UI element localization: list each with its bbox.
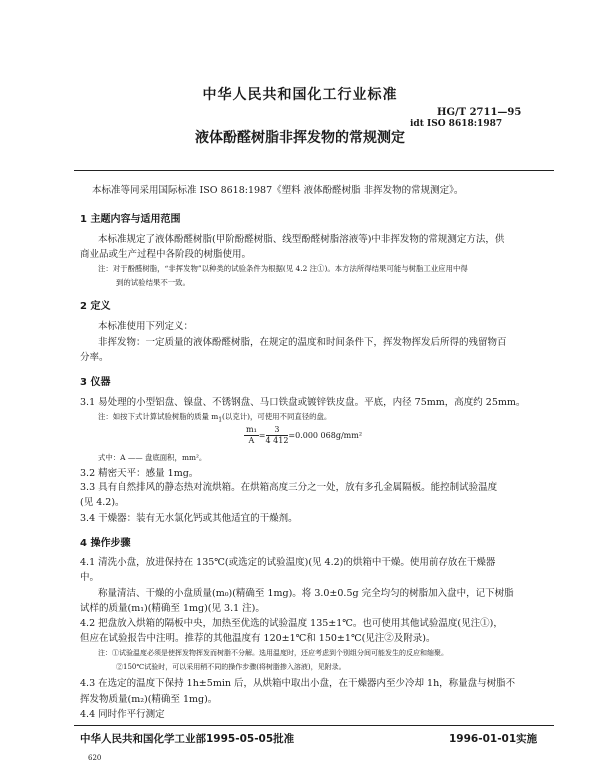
section-1-note: 到的试验结果不一致。 [116,278,190,287]
section-1-text: 商业品或生产过程中各阶段的树脂使用。 [80,249,252,260]
formula-rhs [266,425,289,446]
formula-equals: = [258,431,266,440]
formula-lhs-denominator: A [248,436,255,445]
section-2-heading: 2 定义 [80,301,111,312]
clause-4-1: 中。 [80,572,100,583]
clause-4-2-note: ②150℃试验时，可以采用稍不同的操作步骤(将树脂掺入溶液)，见附录。 [116,663,346,671]
formula-lhs [244,425,259,446]
clause-4-1: 称量清洁、干燥的小盘质量(m₀)(精确至 1mg)。将 3.0±0.5g 完全均匀的树脂加入盘中，记下树脂 [98,588,514,599]
clause-3-2: 3.2 精密天平：感量 1mg。 [80,468,199,479]
formula-where: 式中：A —— 盘底面积，mm²。 [98,453,207,462]
formula-result: =0.000 068g/mm² [288,431,363,440]
section-4-heading: 4 操作步骤 [80,538,131,549]
clause-4-1: 4.1 清洗小盘，放进保持在 135℃(或选定的试验温度)(见 4.2)的烘箱中干燥。使用前存放在干燥器 [80,557,496,568]
clause-3-1: 3.1 易处理的小型铝盘、镍盘、不锈钢盘、马口铁盘或镀锌铁皮盘。平底，内径 75mm，高度约 25mm。 [80,397,526,408]
formula-lhs-numerator: m₁ [246,425,257,434]
section-1-note: 注：对于酚醛树脂，“非挥发物”以种类的试验条件为根据(见 4.2 注①)。本方法所得结果可能与树脂工业应用中得 [98,264,468,273]
formula [244,425,362,446]
intro-paragraph: 本标准等同采用国际标准 ISO 8618:1987《塑料 液体酚醛树脂 非挥发物的常规测定》。 [92,185,464,196]
clause-4-4: 4.4 同时作平行测定 [80,709,165,720]
formula-rhs-numerator: 3 [266,425,289,436]
page-number: 620 [88,754,102,762]
clause-4-3: 挥发物质量(m₂)(精确至 1mg)。 [80,694,218,705]
approval-line: 中华人民共和国化学工业部1995-05-05批准 [80,733,295,745]
clause-4-3: 4.3 在选定的温度下保持 1h±5min 后，从烘箱中取出小盘，在干燥器内至少冷却 1h，称量盘与树脂不 [80,678,516,689]
section-2-text: 本标准使用下列定义： [98,321,194,332]
clause-4-2-note: 注：①试验温度必须是使挥发物挥发而树脂不分解。选用温度时，还应考虑到个别组分间可能发生的反应和缩聚。 [98,649,448,657]
clause-3-3: 3.3 具有自然排风的静态热对流烘箱。在烘箱高度三分之一处，放有多孔金属隔板。能控制试验温度 [80,482,498,493]
section-1-text: 本标准规定了液体酚醛树脂(甲阶酚醛树脂、线型酚醛树脂溶液等)中非挥发物的常规测定方法，供 [98,234,505,245]
clause-3-1-note-tail: (以克计)，可使用不同直径的盘。 [222,412,332,421]
clause-4-2: 但应在试验报告中注明。推荐的其他温度有 120±1℃和 150±1℃(见注②及附录)。 [80,633,436,644]
footer-rule [74,725,554,726]
doc-title: 液体酚醛树脂非挥发物的常规测定 [195,130,405,146]
org-title: 中华人民共和国化工行业标准 [202,87,398,103]
std-code: HG/T 2711—95 [437,107,522,118]
idt-code: idt ISO 8618:1987 [410,119,503,129]
section-3-heading: 3 仪器 [80,377,111,388]
clause-3-4: 3.4 干燥器：装有无水氯化钙或其他适宜的干燥剂。 [80,513,298,524]
section-2-text: 分率。 [80,352,109,363]
section-2-text: 非挥发物：一定质量的液体酚醛树脂，在规定的温度和时间条件下，挥发物挥发后所得的残留物百 [98,337,507,348]
clause-3-1-note-sub: 1 [218,416,223,424]
clause-3-1-note [98,411,331,425]
section-1-heading: 1 主题内容与适用范围 [80,214,181,225]
header-rule [74,170,554,171]
formula-rhs-denominator: 4 412 [265,436,289,445]
clause-4-2: 4.2 把盘放入烘箱的隔板中央，加热至优选的试验温度 135±1℃。也可使用其他试验温度(见注①)， [80,618,503,629]
clause-4-1: 试样的质量(m₁)(精确至 1mg)(见 3.1 注)。 [80,603,265,614]
clause-3-1-note-text: 注：如按下式计算试验树脂的质量 m [98,412,219,421]
clause-3-3: (见 4.2)。 [80,497,125,508]
implementation-date: 1996-01-01实施 [449,733,538,745]
